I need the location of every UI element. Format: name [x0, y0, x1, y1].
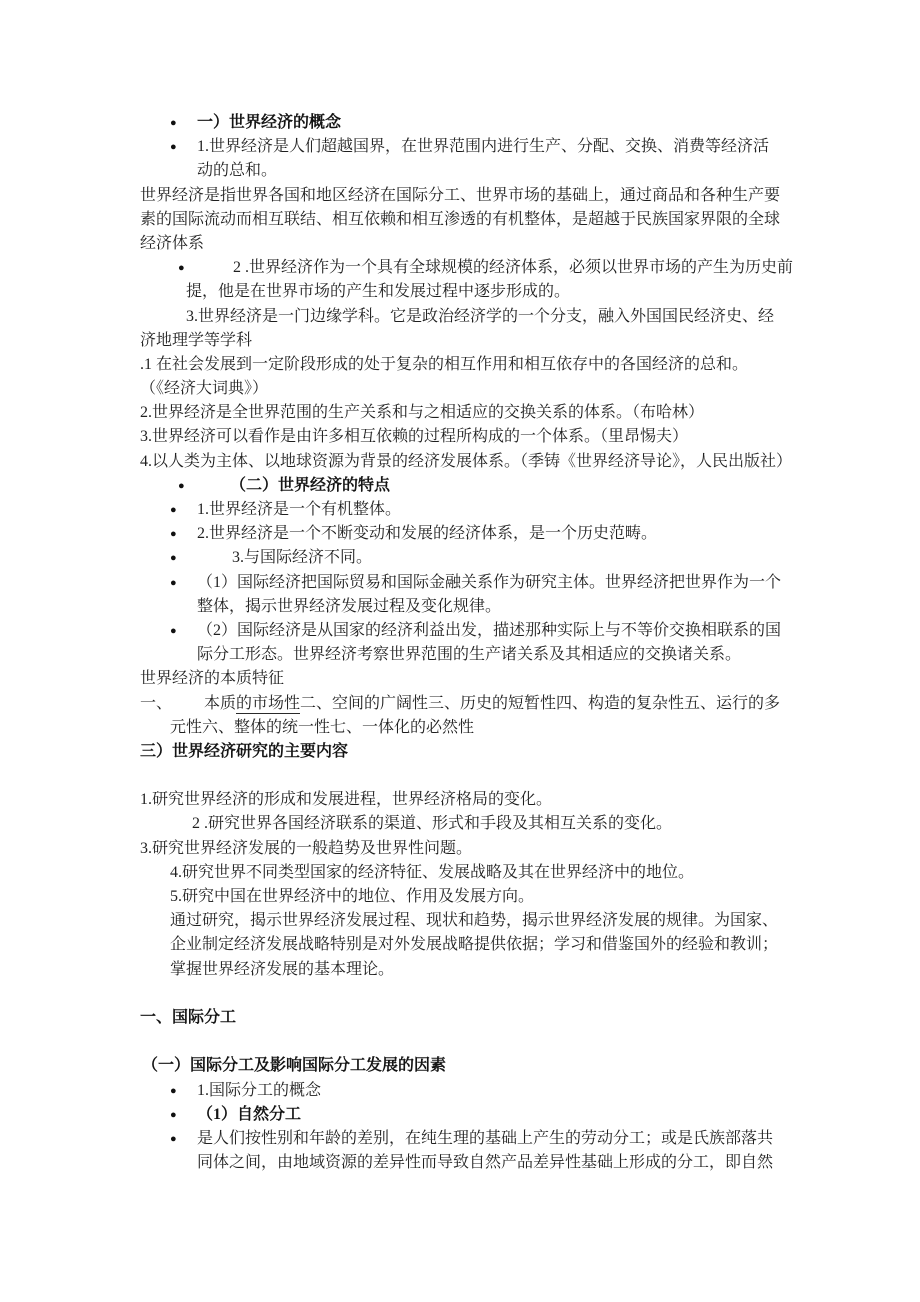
text-line	[0, 305, 920, 329]
bullet-icon: ●	[170, 624, 177, 637]
text-run: 动的总和。	[197, 162, 278, 180]
text-line	[0, 716, 920, 740]
text-run: 1.世界经济是一个有机整体。	[197, 501, 402, 518]
bullet-list-line	[0, 546, 920, 570]
text-line	[0, 643, 920, 667]
text-line	[0, 353, 920, 377]
text-run: 整体，揭示世界经济发展过程及变化规律。	[197, 597, 502, 615]
heading-line	[0, 1103, 920, 1127]
text-line	[0, 232, 920, 256]
text-line	[0, 329, 920, 353]
heading-line	[0, 111, 920, 135]
bullet-list-line	[0, 1127, 920, 1151]
text-line	[0, 280, 920, 304]
text-run: 世界经济是指世界各国和地区经济在国际分工、世界市场的基础上，通过商品和各种生产要	[140, 186, 781, 204]
heading-line	[0, 1006, 920, 1030]
text-line	[0, 812, 920, 836]
bullet-icon: ●	[170, 576, 177, 589]
bullet-icon: ●	[178, 262, 185, 275]
text-line	[0, 933, 920, 957]
text-run: 4.以人类为主体、以地球资源为背景的经济发展体系。（季铸《世界经济导论》，人民出版社）	[140, 452, 793, 470]
text-line	[0, 159, 920, 183]
text-line	[0, 909, 920, 933]
bullet-list-line	[0, 522, 920, 546]
bullet-icon: ●	[170, 504, 177, 516]
text-segment: 二、空间的广阔性三、历史的短暂性四、构造的复杂性五、运行的多	[300, 694, 781, 712]
text-line	[0, 692, 920, 716]
bullet-icon: ●	[170, 117, 177, 129]
text-run: 1.国际分工的概念	[197, 1081, 322, 1099]
text-run: 通过研究，揭示世界经济发展过程、现状和趋势，揭示世界经济发展的规律。为国家、	[170, 912, 779, 930]
blank-line	[0, 982, 920, 1006]
underlined-text: 的市场性	[236, 694, 301, 712]
bullet-icon: ●	[178, 479, 185, 492]
text-run: （1）国际经济把国际贸易和国际金融关系作为研究主体。世界经济把世界作为一个	[197, 573, 782, 591]
text-run: 提，他是在世界市场的产生和发展过程中逐步形成的。	[186, 283, 571, 301]
bullet-list-line	[0, 135, 920, 159]
text-run: 3.世界经济可以看作是由许多相互依赖的过程所构成的一个体系。（里昂惕夫）	[140, 428, 689, 446]
text-run: 三）世界经济研究的主要内容	[140, 742, 349, 760]
text-run: 同体之间，由地域资源的差异性而导致自然产品差异性基础上形成的分工，即自然	[197, 1154, 774, 1172]
text-run: 是人们按性别和年龄的差别，在纯生理的基础上产生的劳动分工；或是氏族部落共	[197, 1129, 774, 1147]
text-run	[140, 692, 780, 716]
text-line	[0, 377, 920, 401]
text-line	[0, 208, 920, 232]
text-line	[0, 1151, 920, 1175]
text-line	[0, 885, 920, 909]
bullet-list-line	[0, 256, 920, 280]
text-line	[0, 450, 920, 474]
text-run: 3.与国际经济不同。	[232, 549, 373, 567]
blank-line	[0, 1030, 920, 1054]
text-run: 企业制定经济发展战略特别是对外发展战略提供依据；学习和借鉴国外的经验和教训；	[170, 936, 779, 954]
text-run: （2）国际经济是从国家的经济利益出发，描述那种实际上与不等价交换相联系的国	[197, 621, 782, 639]
text-run: 经济体系	[140, 234, 205, 252]
bullet-icon: ●	[170, 141, 177, 154]
text-run: （一）国际分工及影响国际分工发展的因素	[142, 1057, 447, 1075]
text-run: 2 .研究世界各国经济联系的渠道、形式和手段及其相互关系的变化。	[192, 815, 673, 833]
text-run: 一、国际分工	[140, 1008, 237, 1026]
bullet-icon: ●	[170, 528, 177, 541]
text-run: 2.世界经济是全世界范围的生产关系和与之相适应的交换关系的体系。（布哈林）	[140, 404, 705, 422]
blank-line	[0, 764, 920, 788]
text-run: 3.研究世界经济发展的一般趋势及世界性问题。	[140, 839, 473, 857]
bullet-icon: ●	[170, 1108, 177, 1121]
text-run: （二）世界经济的特点	[230, 476, 391, 494]
text-segment: 本质	[204, 694, 237, 712]
text-run: （1）自然分工	[197, 1105, 302, 1123]
text-line	[0, 958, 920, 982]
bullet-list-line	[0, 619, 920, 643]
bullet-icon: ●	[170, 1132, 177, 1145]
bullet-list-line	[0, 1079, 920, 1103]
heading-line	[0, 740, 920, 764]
text-segment: 一、	[140, 694, 173, 712]
bullet-list-line	[0, 498, 920, 522]
bullet-list-line	[0, 571, 920, 595]
text-run: 一）世界经济的概念	[197, 114, 342, 131]
text-run: （《经济大词典》）	[140, 380, 269, 398]
text-run: 1.世界经济是人们超越国界，在世界范围内进行生产、分配、交换、消费等经济活	[197, 138, 770, 156]
text-run: 世界经济的本质特征	[140, 670, 285, 688]
text-run: 2.世界经济是一个不断变动和发展的经济体系，是一个历史范畴。	[197, 525, 658, 543]
text-run: 素的国际流动而相互联结、相互依赖和相互渗透的有机整体，是超越于民族国家界限的全球	[140, 210, 781, 228]
text-line	[0, 401, 920, 425]
heading-line	[0, 1054, 920, 1078]
text-run: 1.研究世界经济的形成和发展进程，世界经济格局的变化。	[140, 791, 553, 809]
text-run: 掌握世界经济发展的基本理论。	[170, 960, 395, 978]
text-run: 元性六、整体的统一性七、一体化的必然性	[170, 718, 475, 736]
text-line	[0, 425, 920, 449]
text-line	[0, 595, 920, 619]
text-run: 2 .世界经济作为一个具有全球规模的经济体系，必须以世界市场的产生为历史前	[233, 259, 794, 277]
text-line	[0, 837, 920, 861]
text-run: 际分工形态。世界经济考察世界范围的生产诸关系及其相适应的交换诸关系。	[197, 646, 742, 664]
text-run: 3.世界经济是一门边缘学科。它是政治经济学的一个分支，融入外国国民经济史、经	[186, 307, 775, 325]
text-line	[0, 667, 920, 691]
text-run: 5.研究中国在世界经济中的地位、作用及发展方向。	[170, 888, 535, 905]
text-line	[0, 861, 920, 885]
text-line	[0, 184, 920, 208]
bullet-icon: ●	[170, 1084, 177, 1097]
bullet-icon: ●	[170, 552, 177, 565]
text-line	[0, 788, 920, 812]
heading-line	[0, 474, 920, 498]
text-run: 济地理学等学科	[140, 331, 253, 349]
text-run: 4.研究世界不同类型国家的经济特征、发展战略及其在世界经济中的地位。	[170, 863, 695, 881]
text-run: .1 在社会发展到一定阶段形成的处于复杂的相互作用和相互依存中的各国经济的总和。	[140, 355, 749, 373]
document-body	[0, 111, 920, 1175]
